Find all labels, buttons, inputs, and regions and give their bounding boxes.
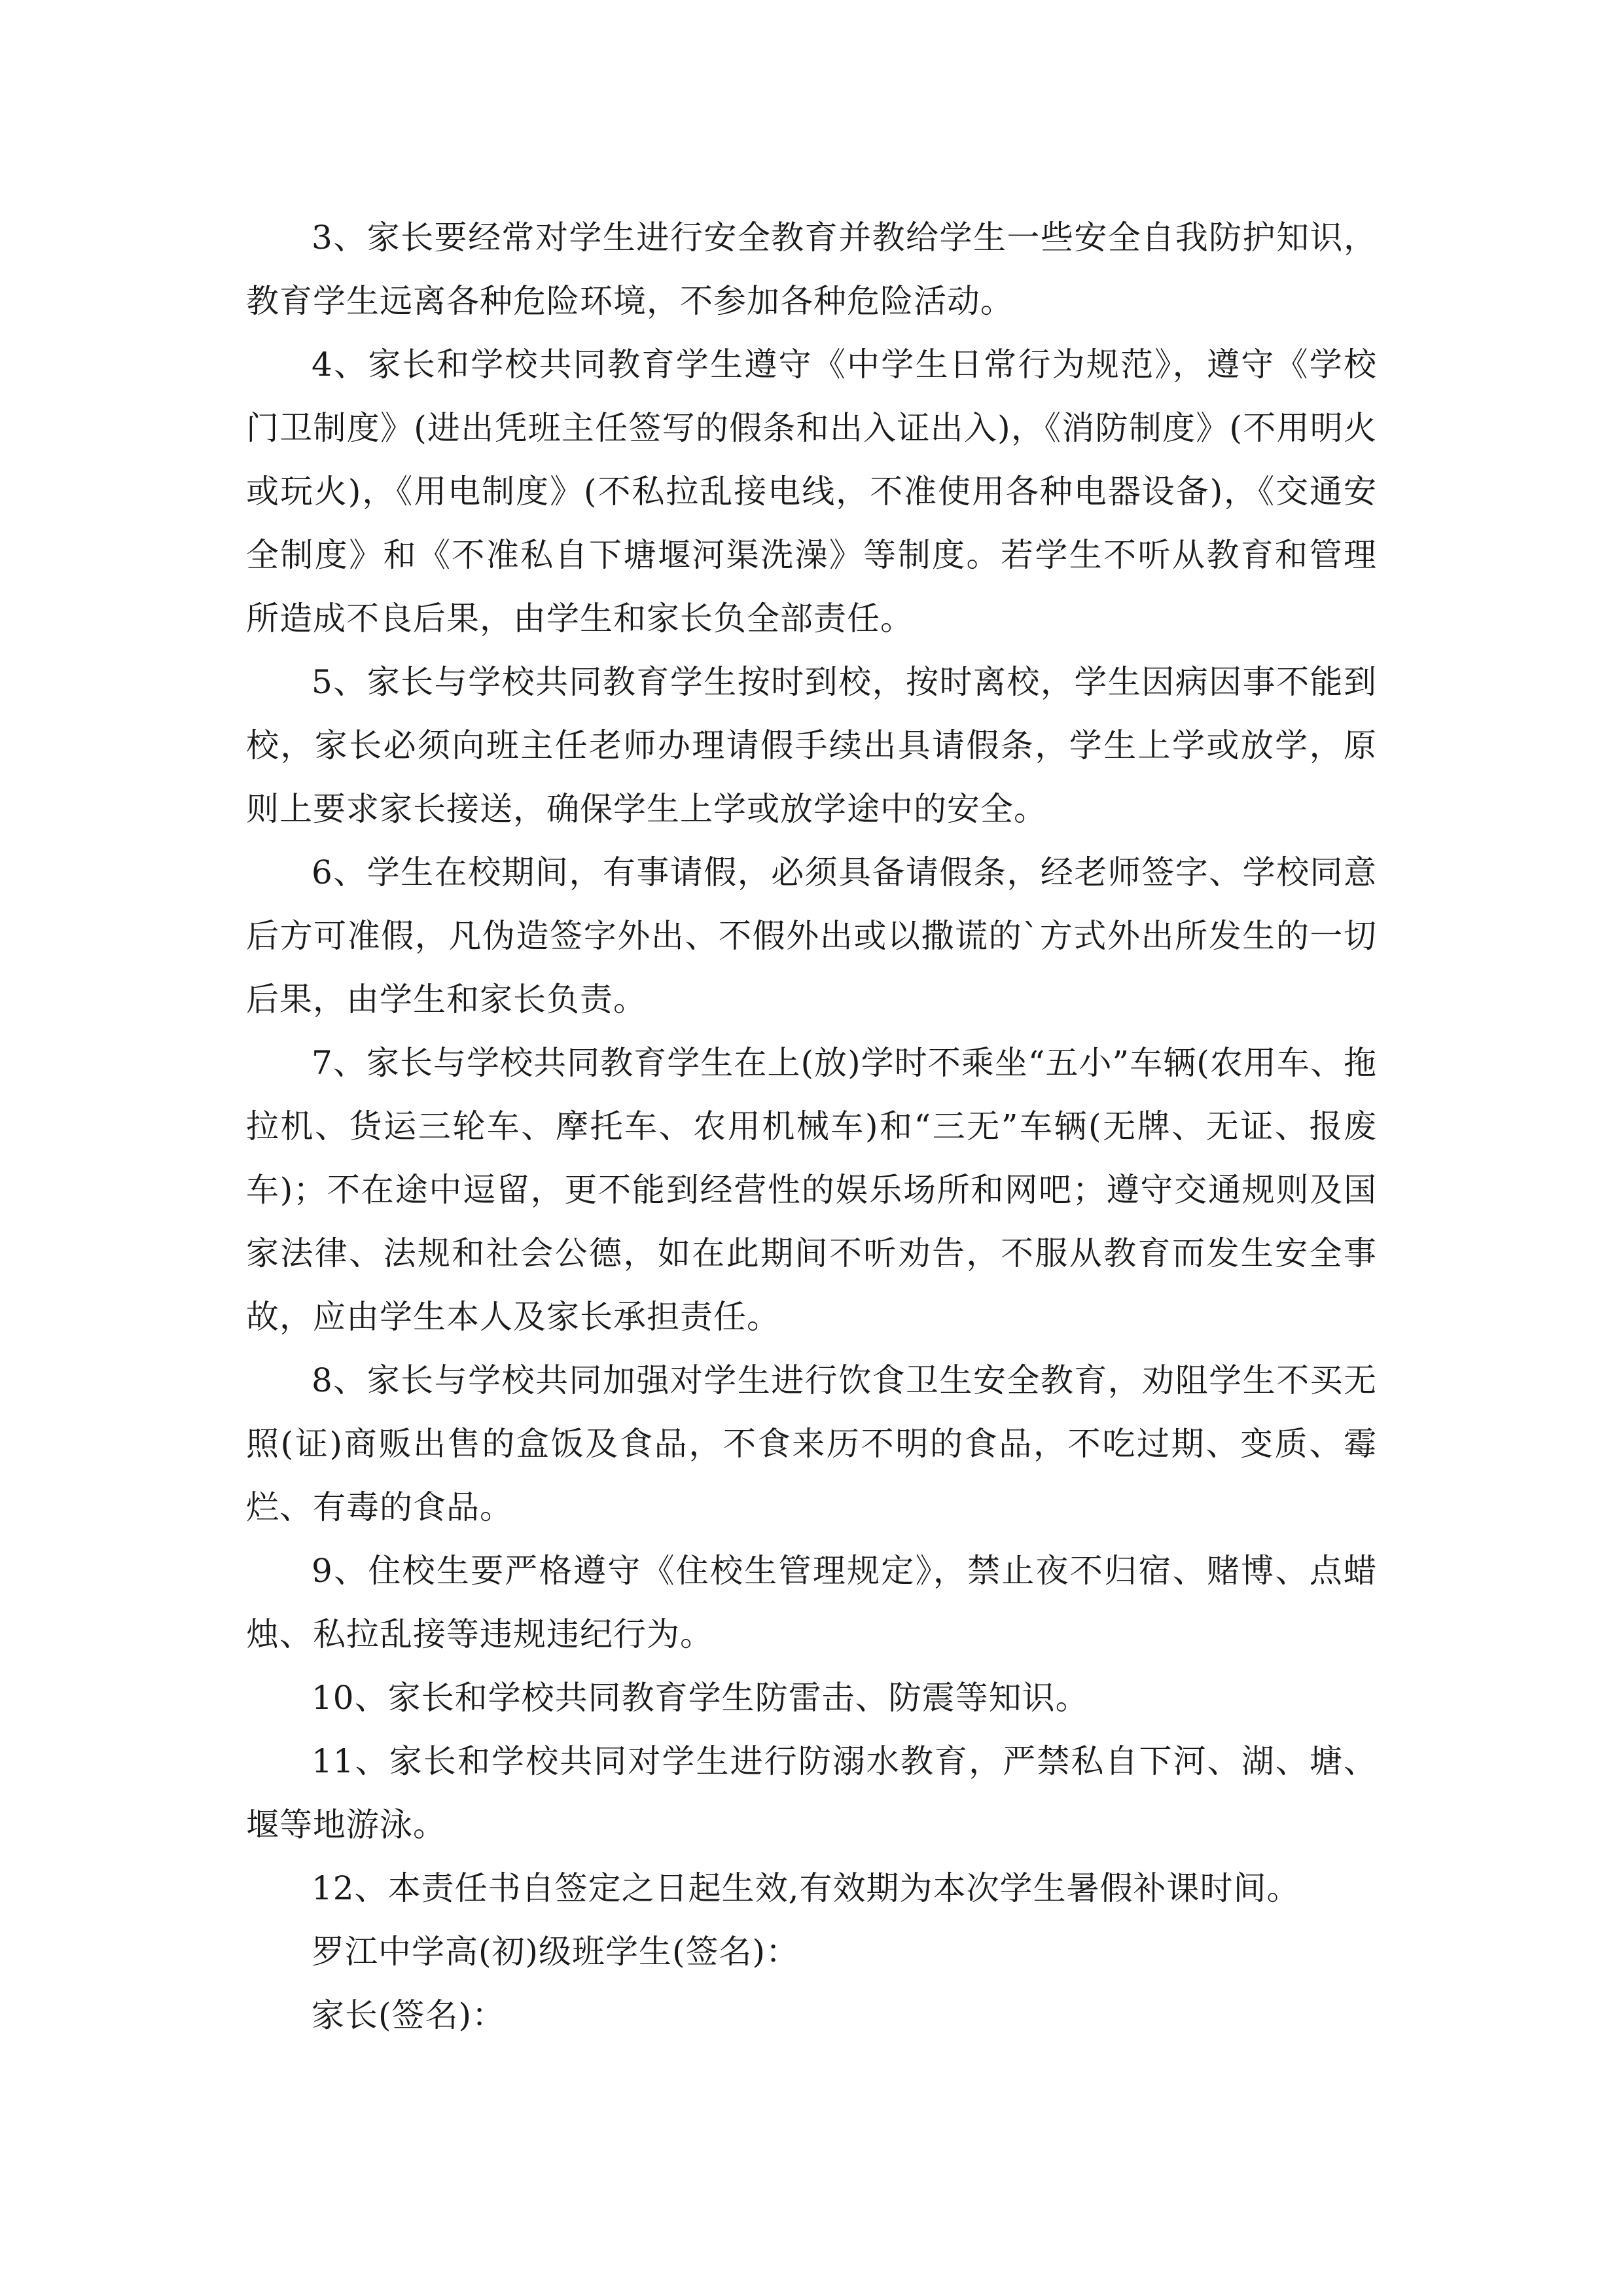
clause-12: 12、本责任书自签定之日起生效,有效期为本次学生暑假补课时间。: [312, 1869, 1300, 1907]
clause-5: 5、家长与学校共同教育学生按时到校，按时离校，学生因病因事不能到校，家长必须向班主任老师办理请假手续出具请假条，学生上学或放学，原则上要求家长接送，确保学生上学或放学途中的安全。: [246, 663, 1377, 828]
clause-3: 3、家长要经常对学生进行安全教育并教给学生一些安全自我防护知识，教育学生远离各种危险环境，不参加各种危险活动。: [246, 219, 1377, 320]
clause-6: 6、学生在校期间，有事请假，必须具备请假条，经老师签字、学校同意后方可准假，凡伪造签字外出、不假外出或以撒谎的`方式外出所发生的一切后果，由学生和家长负责。: [246, 853, 1377, 1018]
clause-7: 7、家长与学校共同教育学生在上(放)学时不乘坐“五小”车辆(农用车、拖拉机、货运三轮车、摩托车、农用机械车)和“三无”车辆(无牌、无证、报废车)；不在途中逗留，更不能到经营性的娱乐场所和网吧；遵守交通规则及国家法律、法规和社会公德，如在此期间不听劝告，不服从教育而发生安全事故，应由学生本人及家长承担责任。: [246, 1044, 1377, 1336]
document-body: [246, 206, 1377, 2047]
clause-4: 4、家长和学校共同教育学生遵守《中学生日常行为规范》，遵守《学校门卫制度》(进出凭班主任签写的假条和出入证出入)，《消防制度》(不用明火或玩火)，《用电制度》(不私拉乱接电线，不准使用各种电器设备)，《交通安全制度》和《不准私自下塘堰河渠洗澡》等制度。若学生不听从教育和管理所造成不良后果，由学生和家长负全部责任。: [246, 346, 1377, 637]
student-signature-line: 罗江中学高(初)级班学生(签名)：: [312, 1933, 800, 1971]
parent-signature-line: 家长(签名)：: [312, 1996, 506, 2034]
clause-11: 11、家长和学校共同对学生进行防溺水教育，严禁私自下河、湖、塘、堰等地游泳。: [246, 1742, 1377, 1844]
clause-8: 8、家长与学校共同加强对学生进行饮食卫生安全教育，劝阻学生不买无照(证)商贩出售的盒饭及食品，不食来历不明的食品，不吃过期、变质、霉烂、有毒的食品。: [246, 1361, 1377, 1526]
clause-10: 10、家长和学校共同教育学生防雷击、防震等知识。: [312, 1679, 1089, 1717]
clause-9: 9、住校生要严格遵守《住校生管理规定》，禁止夜不归宿、赌博、点蜡烛、私拉乱接等违规违纪行为。: [246, 1552, 1377, 1653]
